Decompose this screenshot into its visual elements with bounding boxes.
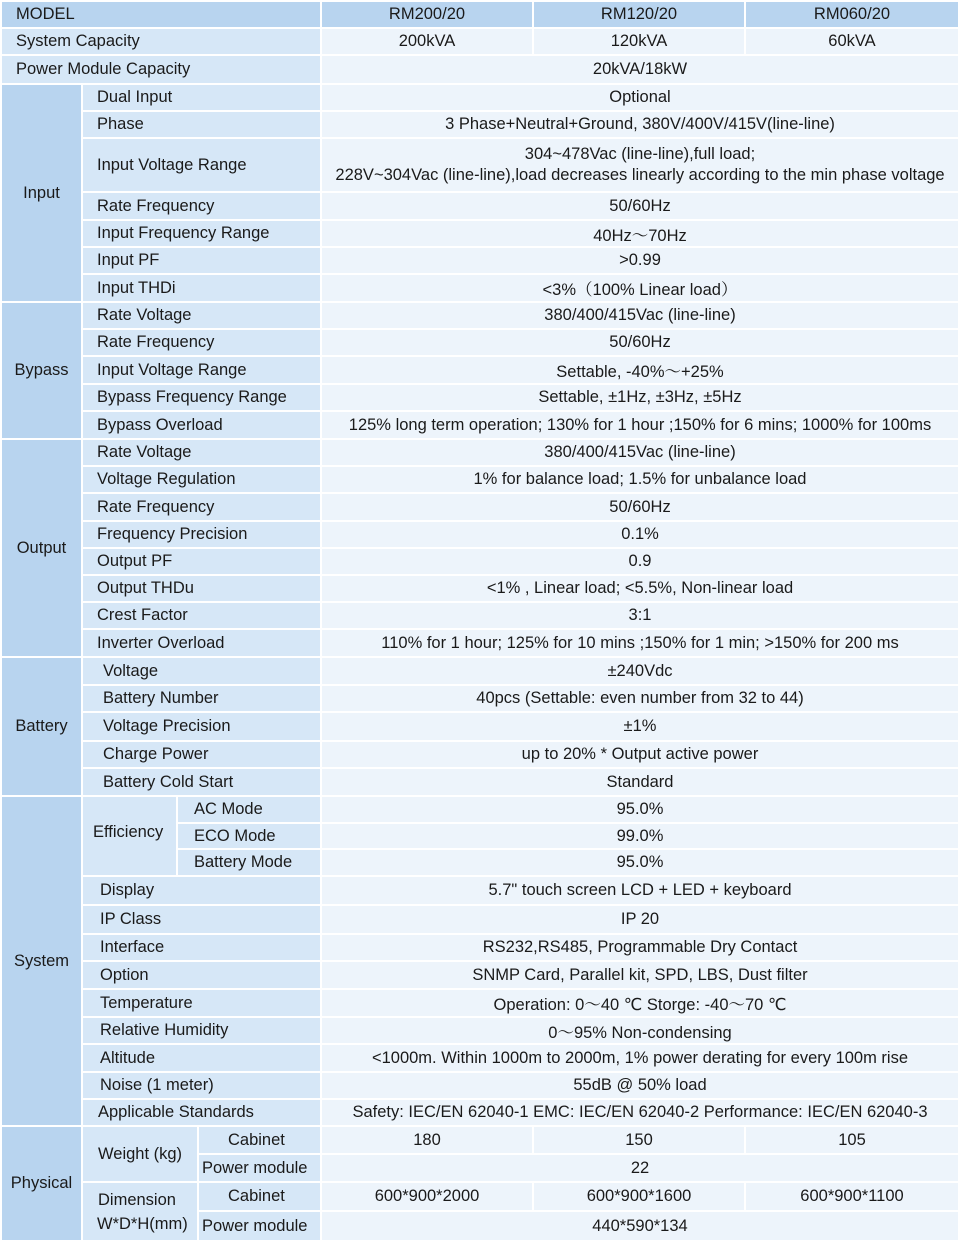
input-row-label: Input Frequency Range — [83, 221, 320, 246]
system-row-value: 55dB @ 50% load — [322, 1073, 958, 1098]
input-row-value: 50/60Hz — [322, 193, 958, 219]
weight-label: Weight (kg) — [83, 1127, 197, 1181]
battery-row-label: Voltage — [83, 658, 320, 684]
system-row-label: Altitude — [83, 1045, 320, 1071]
output-row-value: 0.9 — [322, 549, 958, 574]
efficiency-mode-value: 99.0% — [322, 824, 958, 848]
battery-row-value: 40pcs (Settable: even number from 32 to 44) — [322, 686, 958, 711]
output-row-label: Crest Factor — [83, 603, 320, 628]
system-row-label: Temperature — [83, 990, 320, 1016]
output-row-label: Rate Voltage — [83, 440, 320, 465]
system-row-value: IP 20 — [322, 906, 958, 933]
efficiency-mode-value: 95.0% — [322, 797, 958, 822]
output-row-value: 380/400/415Vac (line-line) — [322, 440, 958, 465]
input-row-value: <3%（100% Linear load） — [322, 275, 958, 301]
header-model-label: MODEL — [2, 2, 320, 27]
input-row-label: Phase — [83, 112, 320, 137]
system-row-label: Interface — [83, 935, 320, 960]
output-row-label: Output THDu — [83, 576, 320, 601]
bypass-row-value: 380/400/415Vac (line-line) — [322, 303, 958, 328]
system-capacity-label: System Capacity — [2, 29, 320, 54]
input-row-label: Input PF — [83, 248, 320, 273]
system-capacity-value-2: 120kVA — [534, 29, 744, 54]
input-voltage-range-line-2: 228V~304Vac (line-line),load decreases linearly according to the min phase voltage — [335, 166, 945, 184]
battery-row-value: up to 20% * Output active power — [322, 742, 958, 767]
system-row-value: Safety: IEC/EN 62040-1 EMC: IEC/EN 62040-2 Performance: IEC/EN 62040-3 — [322, 1100, 958, 1125]
input-voltage-range-line-1: 304~478Vac (line-line),full load; — [524, 145, 756, 163]
weight-power-module-value: 22 — [322, 1155, 958, 1181]
output-row-label: Voltage Regulation — [83, 467, 320, 492]
system-row-value: Operation: 0～40 ℃ Storge: -40～70 ℃ — [322, 990, 958, 1016]
bypass-row-value: 50/60Hz — [322, 330, 958, 355]
output-row-label: Output PF — [83, 549, 320, 574]
header-model-2: RM120/20 — [534, 2, 744, 27]
bypass-group-label: Bypass — [2, 303, 81, 438]
input-row-value: >0.99 — [322, 248, 958, 273]
battery-group-label: Battery — [2, 658, 81, 795]
dimension-cabinet-value-3: 600*900*1100 — [746, 1183, 958, 1210]
system-row-label: Option — [83, 962, 320, 988]
weight-cabinet-value-3: 105 — [746, 1127, 958, 1153]
output-row-label: Rate Frequency — [83, 494, 320, 520]
power-module-capacity-value: 20kVA/18kW — [322, 56, 958, 83]
bypass-row-label: Bypass Frequency Range — [83, 385, 320, 410]
bypass-row-value: Settable, -40%～+25% — [322, 357, 958, 383]
dimension-power-module-value: 440*590*134 — [322, 1212, 958, 1240]
bypass-row-label: Bypass Overload — [83, 412, 320, 438]
bypass-row-label: Input Voltage Range — [83, 357, 320, 383]
output-row-label: Frequency Precision — [83, 522, 320, 547]
bypass-row-label: Rate Voltage — [83, 303, 320, 328]
input-row-value: Optional — [322, 85, 958, 110]
output-row-value: 3:1 — [322, 603, 958, 628]
input-row-label: Rate Frequency — [83, 193, 320, 219]
battery-row-value: ±1% — [322, 713, 958, 740]
output-row-value: 110% for 1 hour; 125% for 10 mins ;150% for 1 min; >150% for 200 ms — [322, 630, 958, 656]
dimension-cabinet-label: Cabinet — [199, 1183, 320, 1210]
header-model-3: RM060/20 — [746, 2, 958, 27]
input-voltage-range-value — [322, 139, 958, 191]
output-row-value: 50/60Hz — [322, 494, 958, 520]
bypass-row-value: 125% long term operation; 130% for 1 hour ;150% for 6 mins; 1000% for 100ms — [322, 412, 958, 438]
input-row-value: 3 Phase+Neutral+Ground, 380V/400V/415V(line-line) — [322, 112, 958, 137]
efficiency-mode-label: AC Mode — [178, 797, 320, 822]
input-row-value: 40Hz～70Hz — [322, 221, 958, 246]
input-row-label: Input Voltage Range — [83, 139, 320, 191]
system-row-value: RS232,RS485, Programmable Dry Contact — [322, 935, 958, 960]
system-row-label: IP Class — [83, 906, 320, 933]
efficiency-mode-value: 95.0% — [322, 850, 958, 875]
output-row-value: 0.1% — [322, 522, 958, 547]
system-group-label: System — [2, 797, 81, 1125]
system-row-label: Noise (1 meter) — [83, 1073, 320, 1098]
weight-cabinet-value-2: 150 — [534, 1127, 744, 1153]
dimension-label-line-2: W*D*H(mm) — [97, 1214, 188, 1233]
physical-group-label: Physical — [2, 1127, 81, 1240]
input-row-label: Input THDi — [83, 275, 320, 301]
battery-row-label: Battery Cold Start — [83, 769, 320, 795]
output-row-value: 1% for balance load; 1.5% for unbalance load — [322, 467, 958, 492]
dimension-label — [83, 1183, 197, 1240]
input-row-label: Dual Input — [83, 85, 320, 110]
dimension-label-line-1: Dimension — [98, 1190, 176, 1209]
weight-cabinet-value-1: 180 — [322, 1127, 532, 1153]
header-model-1: RM200/20 — [322, 2, 532, 27]
system-row-label: Relative Humidity — [83, 1018, 320, 1043]
efficiency-mode-label: ECO Mode — [178, 824, 320, 848]
system-row-value: 0～95% Non-condensing — [322, 1018, 958, 1043]
battery-row-value: ±240Vdc — [322, 658, 958, 684]
bypass-row-label: Rate Frequency — [83, 330, 320, 355]
output-group-label: Output — [2, 440, 81, 656]
system-capacity-value-3: 60kVA — [746, 29, 958, 54]
output-row-value: <1% , Linear load; <5.5%, Non-linear load — [322, 576, 958, 601]
weight-cabinet-label: Cabinet — [199, 1127, 320, 1153]
battery-row-label: Voltage Precision — [83, 713, 320, 740]
system-row-value: 5.7" touch screen LCD + LED + keyboard — [322, 877, 958, 904]
battery-row-value: Standard — [322, 769, 958, 795]
input-group-label: Input — [2, 85, 81, 301]
system-row-label: Applicable Standards — [83, 1100, 320, 1125]
dimension-power-module-label: Power module — [199, 1212, 320, 1240]
system-row-value: <1000m. Within 1000m to 2000m, 1% power derating for every 100m rise — [322, 1045, 958, 1071]
power-module-capacity-label: Power Module Capacity — [2, 56, 320, 83]
efficiency-mode-label: Battery Mode — [178, 850, 320, 875]
bypass-row-value: Settable, ±1Hz, ±3Hz, ±5Hz — [322, 385, 958, 410]
system-row-label: Display — [83, 877, 320, 904]
dimension-cabinet-value-2: 600*900*1600 — [534, 1183, 744, 1210]
battery-row-label: Charge Power — [83, 742, 320, 767]
dimension-cabinet-value-1: 600*900*2000 — [322, 1183, 532, 1210]
output-row-label: Inverter Overload — [83, 630, 320, 656]
system-capacity-value-1: 200kVA — [322, 29, 532, 54]
weight-power-module-label: Power module — [199, 1155, 320, 1181]
battery-row-label: Battery Number — [83, 686, 320, 711]
system-row-value: SNMP Card, Parallel kit, SPD, LBS, Dust filter — [322, 962, 958, 988]
efficiency-label: Efficiency — [83, 797, 176, 875]
